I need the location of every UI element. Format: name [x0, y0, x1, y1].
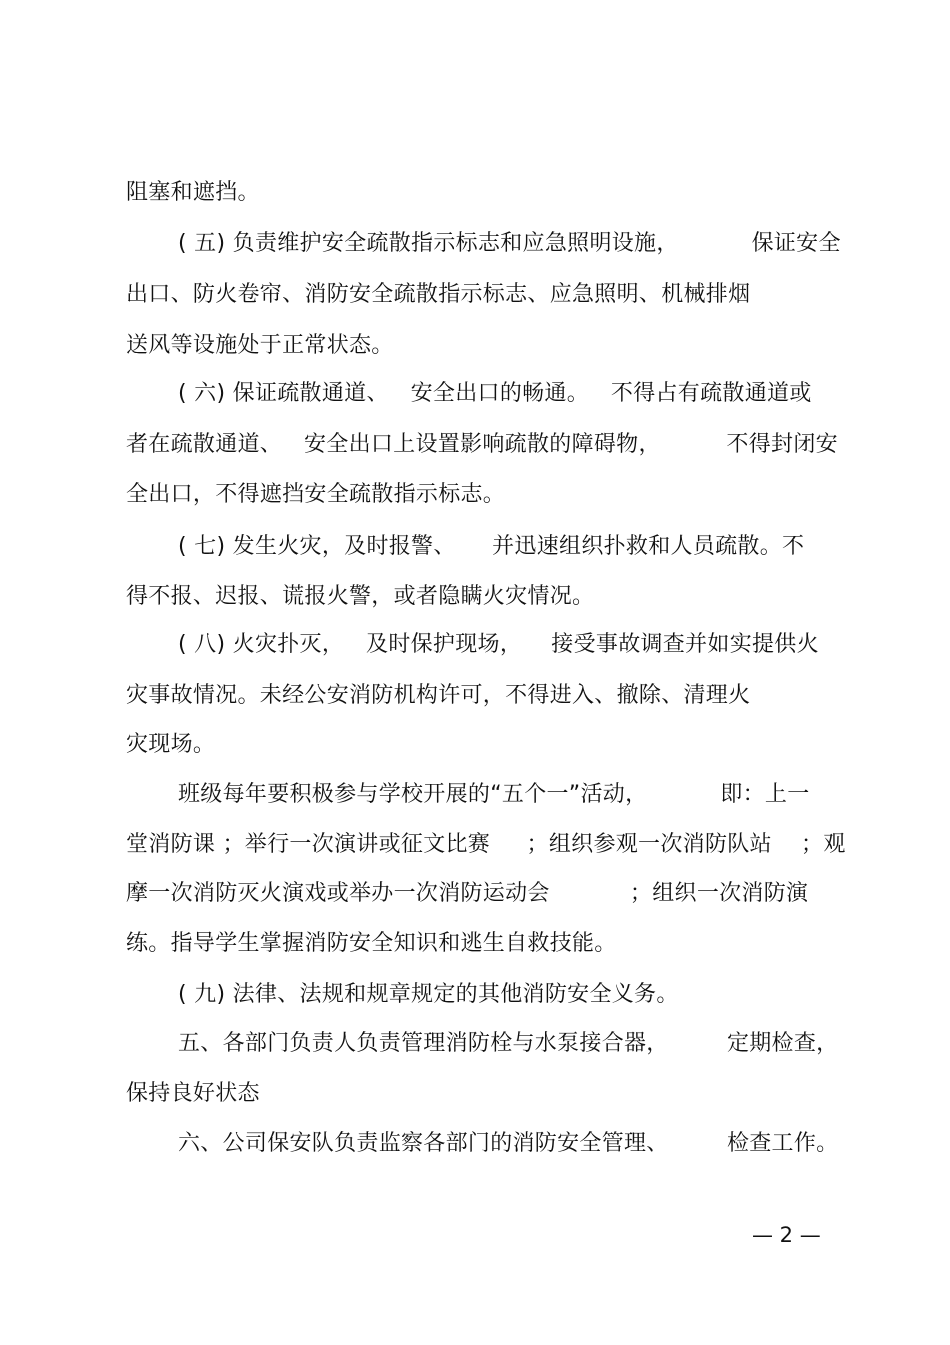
- text-line: 送风等设施处于正常状态。: [126, 333, 394, 358]
- text-line: 堂消防课 ；举行一次演讲或征文比赛 ；组织参观一次消防队站 ；观: [126, 832, 846, 857]
- text-line: 灾现场。: [126, 732, 216, 757]
- text-line: 灾事故情况。未经公安消防机构许可，不得进入、撤除、清理火: [126, 683, 751, 708]
- text-line: 摩一次消防灭火演戏或举办一次消防运动会 ；组织一次消防演: [126, 881, 809, 906]
- text-line: 六、公司保安队负责监察各部门的消防安全管理、 检查工作。: [178, 1131, 839, 1156]
- text-line: 保持良好状态: [126, 1081, 260, 1106]
- text-line: ( 九) 法律、法规和规章规定的其他消防安全义务。: [178, 982, 679, 1007]
- text-line: 班级每年要积极参与学校开展的“五个一”活动， 即：上一: [178, 782, 810, 807]
- text-line: 全出口，不得遮挡安全疏散指示标志。: [126, 482, 506, 507]
- text-line: ( 六) 保证疏散通道、 安全出口的畅通。 不得占有疏散通道或: [178, 381, 812, 406]
- text-line: 阻塞和遮挡。: [126, 180, 260, 205]
- text-line: ( 七) 发生火灾，及时报警、 并迅速组织扑救和人员疏散。不: [178, 534, 805, 559]
- text-line: 得不报、迟报、谎报火警，或者隐瞒火灾情况。: [126, 584, 595, 609]
- text-line: ( 五) 负责维护安全疏散指示标志和应急照明设施， 保证安全: [178, 231, 841, 256]
- text-line: 出口、防火卷帘、消防安全疏散指示标志、应急照明、机械排烟: [126, 282, 751, 307]
- text-line: 练。指导学生掌握消防安全知识和逃生自救技能。: [126, 931, 617, 956]
- text-line: 者在疏散通道、 安全出口上设置影响疏散的障碍物， 不得封闭安: [126, 432, 838, 457]
- page-number: — 2 —: [752, 1223, 821, 1247]
- text-line: ( 八) 火灾扑灭， 及时保护现场， 接受事故调查并如实提供火: [178, 632, 819, 657]
- text-line: 五、各部门负责人负责管理消防栓与水泵接合器， 定期检查，: [178, 1031, 839, 1056]
